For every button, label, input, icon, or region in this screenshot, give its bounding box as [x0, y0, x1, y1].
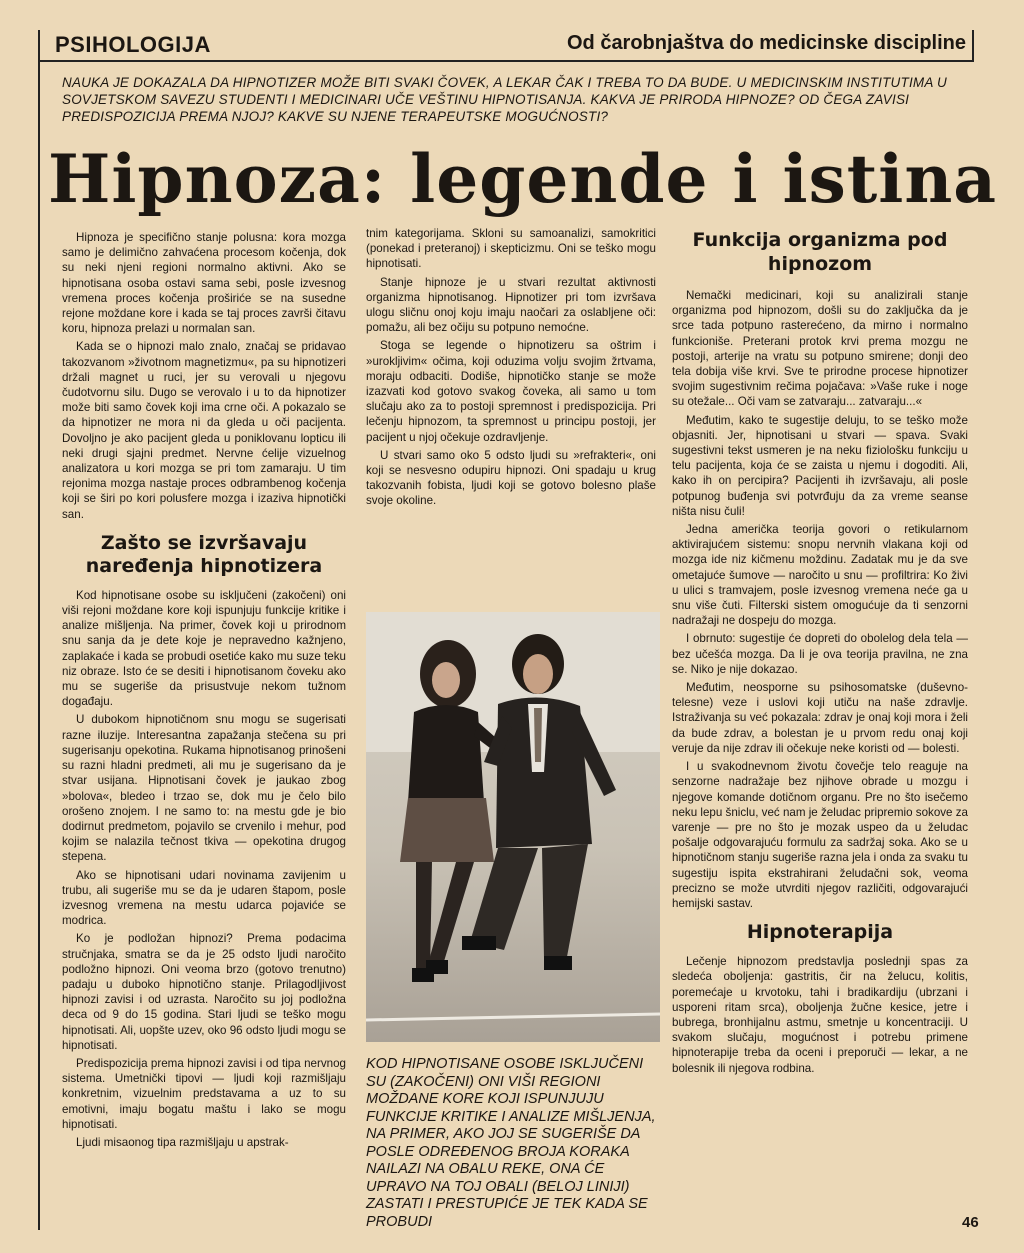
left-margin-rule [38, 30, 40, 1230]
paragraph: Predispozicija prema hipnozi zavisi i od tipa nervnog sistema. Umetnički tipovi — ljudi koji razmišljaju konkretnim, vizuelnim predstavama a uz to su emotivni, imaju bogatu maštu i lako se mogu hipnotisati. [62, 1056, 346, 1131]
paragraph: Ljudi misaonog tipa razmišljaju u apstrak- [76, 1135, 289, 1149]
paragraph: Hipnoza je specifično stanje polusna: kora mozga samo je delimično zahvaćena procesom kočenja, dok su neki njeni regioni normalno aktivni. Ako se hipnotisana osoba ostavi sama sebi, posle izvesnog vremena proces kočenja proširiće se na susedne rejone moždane kore i kada se taj proces završi čitavu koru, hipnoza prelazi u normalan san. [62, 231, 346, 336]
column-1 [62, 230, 346, 1153]
paragraph: I obrnuto: sugestije će dopreti do obolelog dela tela — bez učešća mozga. Da li je ova teorija pravilna, ne zna se. Niko je nije dokazao. [672, 632, 968, 676]
intro-deck: NAUKA JE DOKAZALA DA HIPNOTIZER MOŽE BITI SVAKI ČOVEK, A LEKAR ČAK I TREBA TO DA BUDE. U MEDICINSKIM INSTITUTIMA U SOVJETSKOM SAVEZU STUDENTI I MEDICINARI UČE VEŠTINU HIPNOTISANJA. KAKVA JE PRIRODA HIPNOZE? OD ČEGA ZAVISI PREDISPOZICIJA PREMA NJOJ? KAKVE SU NJENE TERAPEUTSKE MOGUĆNOSTI? [62, 75, 947, 124]
subheading: Zašto se izvršavaju naređenja hipnotizera [85, 531, 323, 577]
paragraph: Međutim, kako te sugestije deluju, to se teško može objasniti. Jer, hipnotisani u stvari — spava. Svaki sugestivni tekst usmeren je na neku fiziološku funkciju u telu pacijenta, koja će se zaista u njemu i dogoditi. Ali, kako ih on percipira? Pacijenti ih izvršavaju, ali posle potpunog buđenja svi potvrđuju da za vreme seanse ništa nisu čuli! [672, 413, 968, 518]
article-title: Hipnoza: legende i istina [48, 140, 998, 218]
paragraph: Kada se o hipnozi malo znalo, značaj se pridavao takozvanom »životnom magnetizmu«, pa su hipnotizeri držali magnet u ruci, jer su verovali u njegovu čudotvornu silu. Dugo se verovalo i u to da hipnotizer može biti samo čovek koji ima crne oči. A pokazalo se da hipnotizer ne mora ni da gleda u oči pacijenta. Dovoljno je ako pacijent gleda u poniklovanu lopticu ili neki drugi sjajni predmet. Nervne ćelije vizuelnog analizatora u kori mozga se pri tom zamaraju. U tim rejonima mozga nastaje proces odbrambenog kočenja koji se širi po kori polusfere mozga i izaziva hipnotički san. [62, 340, 346, 521]
paragraph: Jedna američka teorija govori o retikularnom aktivirajućem sistemu: snopu nervnih vlakana koji od mozga ide niz kičmenu moždinu. Zadatak mu je da sve ometajuće šumove — naročito u snu — profiltrira: Ko živi u ulici s tramvajem, posle izvesnog vremena neće ga u snu više čuti. Filterski sistem omogućuje da ti senzorni nadražaji ne dospeju do mozga. [672, 523, 968, 628]
paragraph: U stvari samo oko 5 odsto ljudi su »refrakteri«, oni koji se nesvesno odupiru hipnozi. Oni spadaju u krug takozvanih fobista, ljudi koji se gotovo bolesno plaše svoje okoline. [366, 448, 656, 508]
paragraph: I u svakodnevnom životu čovečje telo reaguje na senzorne nadražaje bez njihove obrade u mozgu i njegove komande dotičnom organu. Pre no što isečemo neku lepu šniclu, već nam je želudac pripremio sokove za varenje — pre no što je mozak uspeo da u želudac pošalje odgovarajuću formulu za sadržaj soka. Ako se u hipnotičnom stanju sugeriše razna jela i onda za svaku tu sugestiju ispita ekstrahirani želudačni sok, veoma precizno se može utvrditi njegov različiti, odgovarajući hemijski sastav. [672, 760, 968, 910]
paragraph: Kod hipnotisane osobe su isključeni (zakočeni) oni viši rejoni moždane kore koji ispunjuju funkcije kritike i analize mišljenja. Na primer, čovek koji u prirodnom snu sanja da je dete koje je nepravedno kažnjeno, zaplakaće i kada se probudi osetiće kako mu suze teku niz obraze. Isto će se desiti i hipnotisanom čoveku ako mu se sugeriše da prisustvuje nekom tužnom događaju. [62, 588, 346, 709]
paragraph: U dubokom hipnotičnom snu mogu se sugerisati razne iluzije. Interesantna zapažanja stečena su pri sugerisanju opekotina. Rukama hipnotisanog prinošeni su razni hladni predmeti, ali mu je sugerisano da je stvar usijana. Hipnotisani čovek je jaukao zbog »bolova«, bledeo i trzao se, dok mu je čelo bilo orošeno znojem. I ne samo to: na mestu gde je bio dodirnut predmetom, pojavilo se crvenilo i mehur, pod kojim se nalazila tečnost tkiva — opekotina drugog stepena. [62, 713, 346, 864]
paragraph: Ako se hipnotisani udari novinama zavijenim u trubu, ali sugeriše mu se da je udaren štapom, posle izvesnog vremena na mestu udarca pojaviće se modrica. [62, 868, 346, 928]
column-3 [672, 288, 968, 1079]
paragraph: Ko je podložan hipnozi? Prema podacima stručnjaka, smatra se da je 25 odsto ljudi naročito podložno hipnozi. Oni veoma brzo (gotovo trenutno) padaju u duboko hipnotično stanje. Prilagodljivost hipnozi zavisi i od uzrasta. Naročito su joj podložna deca od 9 do 15 godina. Stari ljudi se teško mogu hipnotisati. Ali, uopšte uzev, oko 96 odsto ljudi mogu se hipnotisati. [62, 932, 346, 1052]
paragraph: Stanje hipnoze je u stvari rezultat aktivnosti organizma hipnotisanog. Hipnotizer pri tom izvršava ulogu sličnu onoj koju imaju naočari za oslabljene oči: pomažu, ali bez očiju su potpuno nemoćne. [366, 275, 656, 335]
paragraph: Međutim, neosporne su psihosomatske (duševno-telesne) veze i uslovi koji utiču na naše zdravlje. Istraživanja su već pokazala: zdrav je onaj koji mora i želi da bude zdrav, a bolestan je u prvom redu onaj koji veruje da nije zdrav ili očekuje neke koristi od — bolesti. [672, 681, 968, 755]
subheading: Funkcija organizma pod hipnozom [692, 229, 948, 275]
article-photo [366, 612, 660, 1042]
paragraph: Stoga se legende o hipnotizeru sa oštrim i »uroklјivim« očima, koji oduzima volju svojim žrtvama, moraju odbaciti. Dodiše, hipnotičko stanje se može izazvati kod gotovo svakog čoveka, ali samo u tom slučaju ako za to postoji spremnost i predispozicija. Pri lečenju hipnozom, ta spremnost u principu postoji, jer pacijent u njoj očekuje ozdravljenje. [366, 339, 656, 444]
paragraph: Nemački medicinari, koji su analizirali stanje organizma pod hipnozom, došli su do zaključka da je srce tada potpuno rasterećeno, da mirno i normalno funkcioniše. Preterani protok krvi prema mozgu ne postoji, arterije na vratu su potpuno smirene; donji deo tela dobija više krvi. Sve te prirodne procese hipnotizer svojim sugestivnim rečima pojačava: »Vaše ruke i noge su otežale... Oči vam se zatvaraju... zatvaraju...« [672, 289, 968, 409]
section-label: PSIHOLOGIJA [55, 32, 211, 57]
paragraph: tnim kategorijama. Skloni su samoanalizi, samokritici (ponekad i preteranoj) i skepticizmu. Oni se teško mogu hipnotisati. [366, 227, 656, 271]
section-tagline: Od čarobnjaštva do medicinske discipline [566, 32, 966, 54]
header-rule [38, 60, 972, 62]
photo-caption: KOD HIPNOTISANE OSOBE ISKLJUČENI SU (ZAKOČENI) ONI VIŠI REGIONI MOŽDANE KORE KOJI ISPUNJUJU FUNKCIJE KRITIKE I ANALIZE MIŠLJENJA, NA PRIMER, AKO JOJ SE SUGERIŠE DA POSLE ODREĐENOG BROJA KORAKA NAILAZI NA OBALU REKE, ONA ĆE UPRAVO NA TOJ OBALI (BELOJ LINIJI) ZASTATI I PRESTUPIĆE JE TEK KADA SE PROBUDI [366, 1056, 656, 1230]
paragraph: Lečenje hipnozom predstavlja poslednji spas za sledeća oboljenja: gastritis, čir na želucu, kolitis, poremećaje u krvotoku, tahi i bradikardiju (ubrzani i usporeni ritam srca), oboljenja žučne kesice, jetre i bubrega, bronhijalnu astmu, smetnje u koncentraciji. U svakom slučaju, mogućnost i potrebu primene hipnoterapije treba da oceni i preporuči — lekar, a ne bolesnik ili njegova rodbina. [672, 955, 968, 1075]
subheading: Hipnoterapija [746, 921, 894, 944]
column-2 [366, 226, 656, 512]
header-right-rule [972, 30, 974, 62]
page-number: 46 [962, 1214, 979, 1231]
